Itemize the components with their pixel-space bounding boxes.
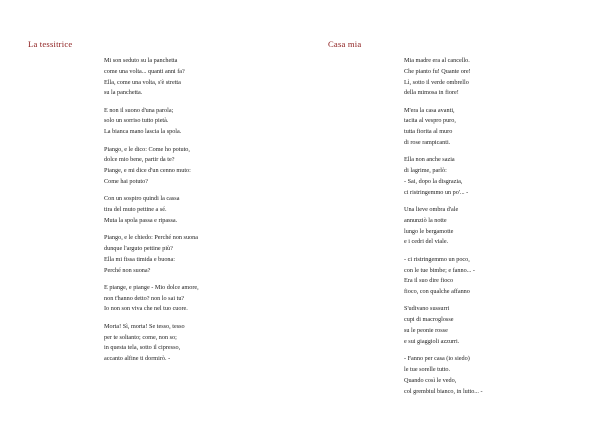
stanza [404, 354, 483, 397]
verse-line: - ci ristringemmo un poco, [404, 255, 470, 263]
verse-line: su la panchetta. [104, 89, 143, 97]
stanza [404, 56, 483, 99]
verse-line: di rose rampicanti. [404, 139, 451, 147]
stanza [404, 155, 483, 198]
stanza [104, 56, 199, 99]
verse-line: e i cedri del viale. [404, 238, 449, 246]
verse-line: le tue sorelle tutto. [404, 365, 451, 373]
stanza [404, 304, 483, 347]
verse-line: M'era la casa avanti, [404, 106, 455, 114]
verse-line: Che pianto fu! Quante ore! [404, 67, 471, 75]
stanza [104, 283, 199, 315]
verse-line: tutta fiorita al muro [404, 128, 453, 136]
verse-line: Piange, e mi dice d'un cenno muto: [104, 167, 191, 175]
verse-line: Come hai potuto? [104, 177, 148, 185]
verse-line: con le tue bimbe; e fanno... - [404, 266, 475, 274]
right-page [300, 0, 600, 424]
stanza [404, 255, 483, 298]
verse-line: Piango, e le dico: Come ho potuto, [104, 145, 190, 153]
verse-line: di lagrime, parlò: [404, 167, 447, 175]
verse-line: Morta! Sì, morta! Se tesso, tesso [104, 322, 185, 330]
poem-title: Casa mia [328, 39, 362, 49]
verse-line: - Sai, dopo la disgrazia, [404, 177, 463, 185]
verse-line: Con un sospiro quindi la cassa [104, 195, 180, 203]
poem-body [404, 56, 483, 404]
verse-line: per te soltanto; come, non so; [104, 333, 177, 341]
verse-line: - Fanno per casa (io siedo) [404, 355, 470, 363]
verse-line: fioco, con qualche affanno [404, 288, 470, 296]
stanza [104, 322, 199, 365]
verse-line: Era il suo dire fioco [404, 277, 454, 285]
verse-line: Mi son seduto su la panchetta [104, 57, 178, 64]
verse-line: cupi di macroglosse [404, 316, 454, 324]
verse-line: lungo le bergamotte [404, 227, 454, 235]
poem-title: La tessitrice [28, 39, 73, 49]
verse-line: solo un sorriso tutto pietà. [104, 117, 169, 125]
stanza [104, 194, 199, 226]
verse-line: in questa tela, sotto il cipresso, [104, 344, 181, 352]
verse-line: La bianca mano lascia la spola. [104, 128, 182, 136]
verse-line: E non il suono d'una parola; [104, 106, 174, 114]
verse-line: tira del muto pettine a sé. [104, 206, 167, 214]
verse-line: Io non son viva che nel tuo cuore. [104, 305, 188, 313]
verse-line: ci ristringemmo un po'... - [404, 188, 469, 196]
verse-line: annunziò la notte [404, 216, 447, 224]
stanza [104, 233, 199, 276]
verse-line: Piango, e le chiedo: Perché non suona [104, 234, 198, 242]
verse-line: e sui giaggioli azzurri. [404, 337, 460, 345]
verse-line: Ella non anche sazia [404, 156, 455, 164]
stanza [104, 145, 199, 188]
verse-line: tacita al vespro puro, [404, 117, 456, 125]
verse-line: Muta la spola passa e ripassa. [104, 216, 178, 224]
verse-line: della mimosa in fiore! [404, 89, 459, 97]
verse-line: E piange, e piange - Mio dolce amore, [104, 283, 199, 291]
verse-line: Mia madre era al cancello. [404, 57, 470, 64]
verse-line: dunque l'arguto pettine più? [104, 244, 173, 252]
stanza [404, 106, 483, 149]
verse-line: Ella mi fissa timida e buona: [104, 255, 175, 263]
verse-line: non t'hanno detto? non lo sai tu? [104, 294, 185, 302]
verse-line: come una volta... quanti anni fa? [104, 67, 185, 75]
stanza [104, 106, 199, 138]
verse-line: Lì, sotto il verde ombrello [404, 78, 469, 86]
verse-line: su le peonie rosse [404, 327, 448, 335]
verse-line: Quando così le vedo, [404, 376, 457, 384]
verse-line: Una lieve ombra d'ale [404, 206, 459, 214]
verse-line: dolce mio bene, partir da te? [104, 156, 175, 164]
verse-line: Perché non suona? [104, 266, 151, 274]
poem-body [104, 56, 199, 371]
verse-line: accanto alfine ti dormirò. - [104, 355, 171, 363]
stanza [404, 205, 483, 248]
verse-line: Ella, come una volta, s'è stretta [104, 78, 181, 86]
verse-line: S'udivano sussurri [404, 305, 450, 313]
verse-line: col grembiul bianco, in lutto... - [404, 387, 483, 395]
